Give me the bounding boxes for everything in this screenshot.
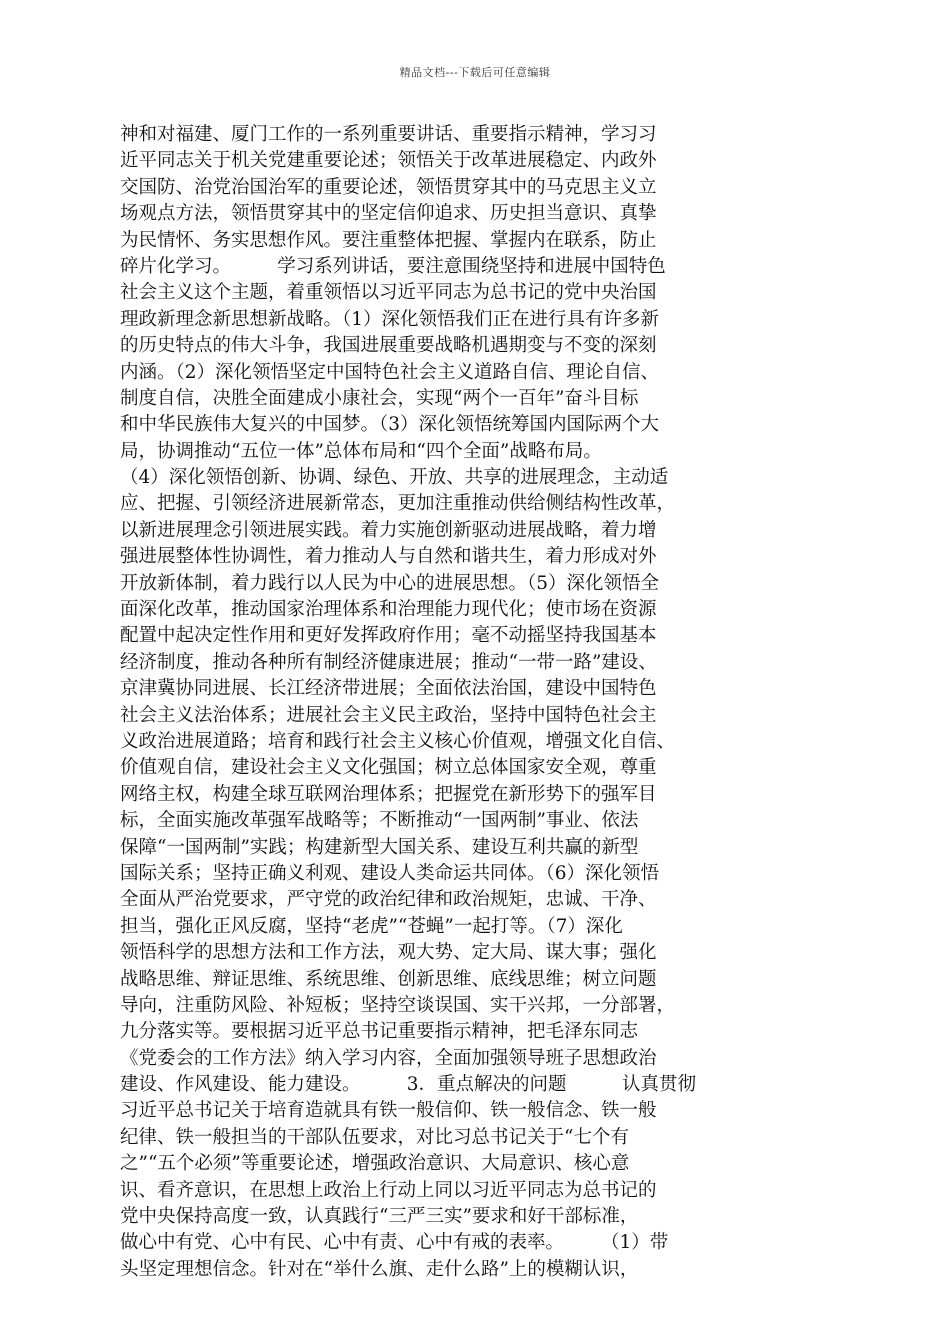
text-line: 神和对福建、厦门工作的一系列重要讲话、重要指示精神，学习习 (120, 124, 657, 145)
text-line: 以新进展理念引领进展实践。着力实施创新驱动进展战略，着力增 (120, 519, 657, 541)
text-line: 开放新体制，着力践行以人民为中心的进展思想。（5）深化领悟全 (120, 572, 660, 594)
text-line: 内涵。（2）深化领悟坚定中国特色社会主义道路自信、理论自信、 (120, 361, 660, 383)
page-header: 精品文档---下载后可任意编辑 (399, 66, 551, 79)
text-line: 习近平总书记关于培育造就具有铁一般信仰、铁一般信念、铁一般 (120, 1100, 657, 1122)
text-line: 保障“一国两制”实践；构建新型大国关系、建设互利共赢的新型 (120, 836, 639, 858)
text-line: 局，协调推动“五位一体”总体布局和“四个全面”战略布局。 (120, 440, 602, 462)
text-line: 担当，强化正风反腐，坚持“老虎”“苍蝇”一起打等。（7）深化 (120, 915, 623, 937)
text-line: 头坚定理想信念。针对在“举什么旗、走什么路”上的模糊认识， (120, 1258, 639, 1280)
text-line: 义政治进展道路；培育和践行社会主义核心价值观，增强文化自信、 (120, 730, 676, 752)
text-line: 理政新理念新思想新战略。（1）深化领悟我们正在进行具有许多新 (120, 308, 660, 330)
text-line: 配置中起决定性作用和更好发挥政府作用；毫不动摇坚持我国基本 (120, 625, 657, 647)
text-line: 建设、作风建设、能力建设。 3．重点解决的问题 认真贯彻 (120, 1074, 697, 1096)
text-line: 领悟科学的思想方法和工作方法，观大势、定大局、谋大事；强化 (120, 942, 657, 964)
text-line: 经济制度，推动各种所有制经济健康进展；推动“一带一路”建设、 (120, 651, 657, 673)
text-line: 战略思维、辩证思维、系统思维、创新思维、底线思维；树立问题 (120, 968, 657, 990)
text-line: 面深化改革，推动国家治理体系和治理能力现代化；使市场在资源 (120, 599, 657, 621)
text-line: 全面从严治党要求，严守党的政治纪律和政治规矩，忠诚、干净、 (120, 889, 657, 911)
text-line: 纪律、铁一般担当的干部队伍要求，对比习总书记关于“七个有 (120, 1126, 629, 1148)
text-line: 场观点方法，领悟贯穿其中的坚定信仰追求、历史担当意识、真挚 (120, 203, 657, 225)
text-line: 网络主权，构建全球互联网治理体系；把握党在新形势下的强军目 (120, 783, 657, 805)
text-line: 碎片化学习。 学习系列讲话，要注意围绕坚持和进展中国特色 (120, 255, 666, 277)
text-line: 九分落实等。要根据习近平总书记重要指示精神，把毛泽东同志 (120, 1021, 639, 1043)
text-line: 京津冀协同进展、长江经济带进展；全面依法治国，建设中国特色 (120, 678, 657, 700)
text-line: 应、把握、引领经济进展新常态，更加注重推动供给侧结构性改革， (120, 493, 676, 515)
text-line: 识、看齐意识，在思想上政治上行动上同以习近平同志为总书记的 (120, 1179, 657, 1201)
text-line: 社会主义法治体系；进展社会主义民主政治，坚持中国特色社会主 (120, 704, 657, 726)
text-line: 做心中有党、心中有民、心中有责、心中有戒的表率。 （1）带 (120, 1232, 669, 1254)
text-line: 标，全面实施改革强军战略等；不断推动“一国两制”事业、依法 (120, 810, 639, 832)
text-line: 为民情怀、务实思想作风。要注重整体把握、掌握内在联系，防止 (120, 229, 657, 251)
document-body (120, 122, 830, 1283)
text-line: 之”“五个必须”等重要论述，增强政治意识、大局意识、核心意 (120, 1153, 630, 1175)
text-line: 近平同志关于机关党建重要论述；领悟关于改革进展稳定、内政外 (120, 150, 657, 172)
text-line: 制度自信，决胜全面建成小康社会，实现“两个一百年”奋斗目标 (120, 387, 639, 409)
text-line: 国际关系；坚持正确义利观、建设人类命运共同体。（6）深化领悟 (120, 862, 660, 884)
text-line: 《党委会的工作方法》纳入学习内容，全面加强领导班子思想政治 (120, 1047, 657, 1069)
text-line: 交国防、治党治国治军的重要论述，领悟贯穿其中的马克思主义立 (120, 176, 657, 198)
text-line: 价值观自信，建设社会主义文化强国；树立总体国家安全观，尊重 (120, 757, 657, 779)
text-line: 党中央保持高度一致，认真践行“三严三实”要求和好干部标准， (120, 1206, 639, 1228)
text-line: 和中华民族伟大复兴的中国梦。（3）深化领悟统筹国内国际两个大 (120, 414, 660, 436)
text-line: 的历史特点的伟大斗争，我国进展重要战略机遇期变与不变的深刻 (120, 335, 657, 357)
text-line: 强进展整体性协调性，着力推动人与自然和谐共生，着力形成对外 (120, 546, 657, 568)
text-line: （4）深化领悟创新、协调、绿色、开放、共享的进展理念，主动适 (120, 467, 669, 489)
text-line: 社会主义这个主题，着重领悟以习近平同志为总书记的党中央治国 (120, 282, 657, 304)
text-line: 导向，注重防风险、补短板；坚持空谈误国、实干兴邦，一分部署， (120, 994, 676, 1016)
